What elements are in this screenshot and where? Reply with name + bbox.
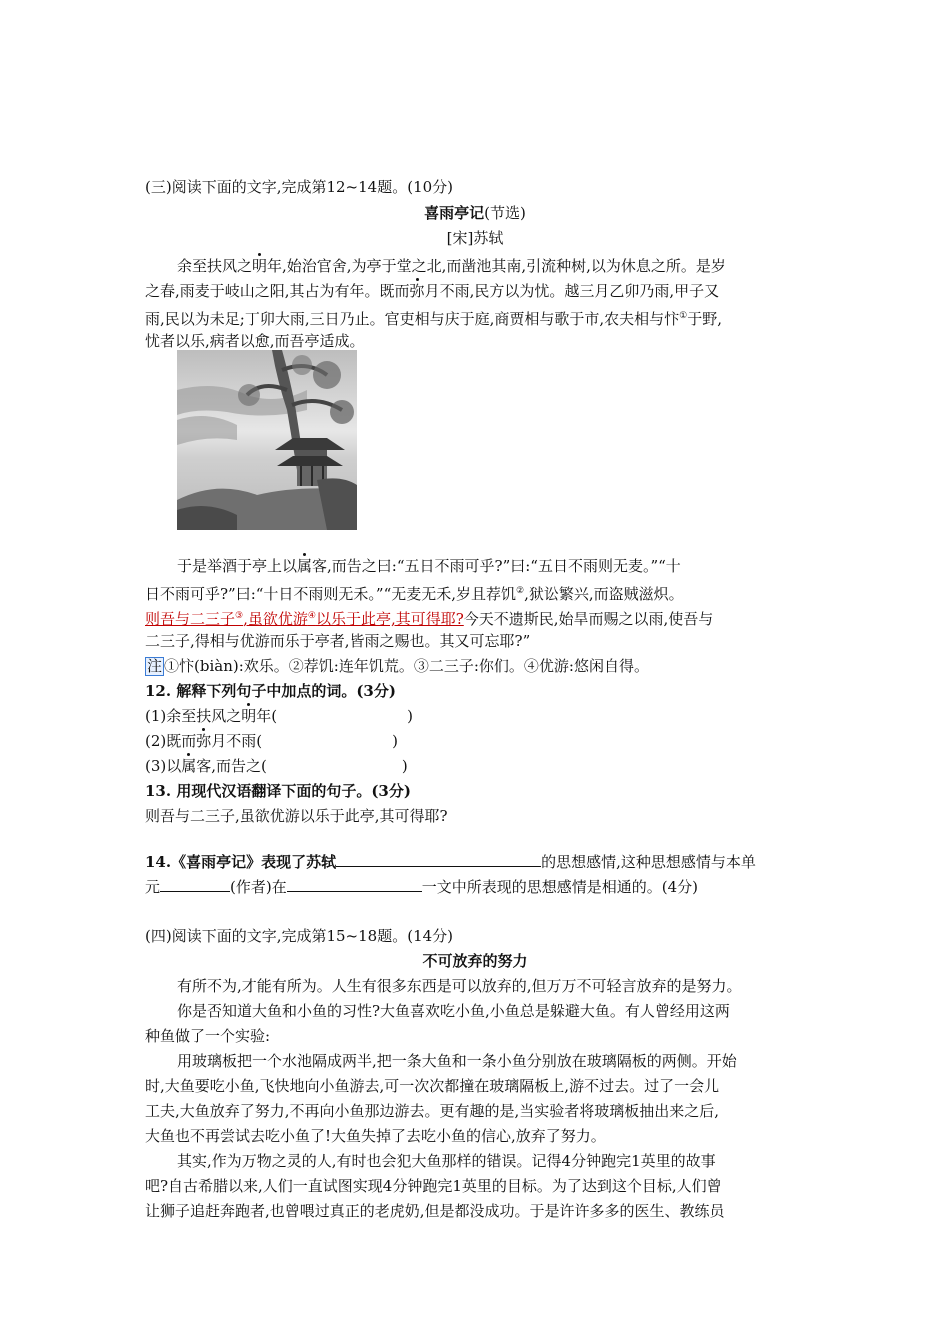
text-run: 月不雨(: [211, 732, 263, 750]
text-run: ,狱讼繁兴,而盗贼滋炽。: [524, 585, 684, 603]
text-run: 之春,雨麦于岐山之阳,其占为有年。既而: [145, 282, 410, 300]
dotted-word: 属: [181, 757, 197, 775]
text-run: (3)以: [145, 757, 182, 775]
s4-p4-line3: 让狮子追赶奔跑者,也曾喂过真正的老虎奶,但是都没成功。于是许许多多的医生、教练员: [145, 1202, 725, 1220]
p2-line1: [177, 556, 681, 576]
blank-field[interactable]: [287, 876, 422, 892]
s4-p2-line2: 种鱼做了一个实验:: [145, 1027, 271, 1045]
blank-field[interactable]: [160, 876, 230, 892]
footnote-mark: ④: [307, 611, 316, 621]
text-run: 以乐于此亭,其可得耶?: [315, 610, 464, 628]
text-run: 雨,民以为未足;丁卯大雨,三日乃止。官吏相与庆于庭,商贾相与歌于市,农夫相与忭: [145, 310, 680, 328]
text-run: 年(: [256, 707, 278, 725]
highlighted-sentence: [145, 610, 464, 628]
text-run: 一文中所表现的思想感情是相通的。(4分): [421, 878, 698, 896]
s4-p4-line2: 吧?自古希腊以来,人们一直试图实现4分钟跑完1英里的目标。为了达到这个目标,人们曾: [145, 1177, 722, 1195]
question-14-line1: [145, 851, 756, 872]
s4-p2-line1: 你是否知道大鱼和小鱼的习性?大鱼喜欢吃小鱼,小鱼总是躲避大鱼。有人曾经用这两: [177, 1002, 730, 1020]
s4-p3-line4: 大鱼也不再尝试去吃小鱼了!大鱼失掉了去吃小鱼的信心,放弃了努力。: [145, 1127, 606, 1145]
section3-header: (三)阅读下面的文字,完成第12~14题。(10分): [145, 178, 454, 196]
note-text: ①忭(biàn):欢乐。②荐饥:连年饥荒。③二三子:你们。④优游:悠闲自得。: [164, 657, 649, 675]
question-13-sentence: 则吾与二三子,虽欲优游以乐于此亭,其可得耶?: [145, 807, 448, 825]
footnote-mark: ②: [516, 586, 525, 596]
p1-line2: [145, 281, 719, 301]
text-run: 元: [145, 878, 161, 896]
text-run: (2)既而: [145, 732, 197, 750]
s4-p3-line1: 用玻璃板把一个水池隔成两半,把一条大鱼和一条小鱼分别放在玻璃隔板的两侧。开始: [177, 1052, 737, 1070]
passage-author: [宋]苏轼: [446, 229, 504, 247]
blank-field[interactable]: [336, 851, 541, 867]
question-14-line2: [145, 876, 698, 897]
passage-title-text: 喜雨亭记: [424, 204, 485, 222]
p1-line4: 忧者以乐,病者以愈,而吾亭适成。: [145, 332, 365, 350]
dotted-word: 明: [252, 257, 268, 275]
note-label[interactable]: 注: [147, 657, 163, 675]
text-run: 的思想感情,这种思想感情与本单: [541, 853, 756, 871]
dotted-word: 弥: [409, 282, 425, 300]
question-12-item-3: [145, 756, 408, 776]
text-run: 日不雨可乎?”曰:“十日不雨则无禾。”“无麦无禾,岁且荐饥: [145, 585, 517, 603]
s4-p4-line1: 其实,作为万物之灵的人,有时也会犯大鱼那样的错误。记得4分钟跑完1英里的故事: [177, 1152, 716, 1170]
p1-line1: [177, 256, 726, 276]
p2-line4: 二三子,得相与优游而乐于亭者,皆雨之赐也。其又可忘耶?”: [145, 632, 531, 650]
passage-title-suffix: (节选): [484, 204, 526, 222]
p2-line3: [145, 606, 713, 629]
text-run: (1)余至扶风之: [145, 707, 242, 725]
s4-p3-line2: 时,大鱼要吃小鱼,飞快地向小鱼游去,可一次次都撞在玻璃隔板上,游不过去。过了一会儿: [145, 1077, 720, 1095]
section4-title: 不可放弃的努力: [422, 952, 528, 970]
text-run: 客,而告之(: [196, 757, 267, 775]
s4-p3-line3: 工夫,大鱼放弃了努力,不再向小鱼那边游去。更有趣的是,当实验者将玻璃板抽出来之后,: [145, 1102, 720, 1120]
text-run: 年,始治官舍,为亭于堂之北,而凿池其南,引流种树,以为休息之所。是岁: [267, 257, 726, 275]
text-run: 于野,: [687, 310, 722, 328]
text-run: (作者)在: [230, 878, 287, 896]
text-run: 于是举酒于亭上以: [177, 557, 298, 575]
text-run: 14.《喜雨亭记》表现了苏轼: [145, 853, 337, 871]
text-run: ): [401, 757, 408, 775]
text-run: 则吾与二三子: [145, 610, 236, 628]
dotted-word: 明: [241, 707, 257, 725]
footnote: [145, 656, 649, 676]
dotted-word: 弥: [196, 732, 212, 750]
text-run: 余至扶风之: [177, 257, 253, 275]
s4-p1: 有所不为,才能有所为。人生有很多东西是可以放弃的,但万万不可轻言放弃的是努力。: [177, 977, 742, 995]
text-run: ): [392, 732, 398, 750]
footnote-mark: ①: [679, 311, 688, 321]
landscape-painting: [177, 350, 357, 530]
text-run: 今天不遗斯民,始旱而赐之以雨,使吾与: [463, 610, 714, 628]
question-12: 12. 解释下列句子中加点的词。(3分): [145, 682, 396, 700]
section4-header: (四)阅读下面的文字,完成第15~18题。(14分): [145, 927, 454, 945]
p1-line3: [145, 306, 722, 329]
pavilion-painting-image: [177, 350, 357, 530]
question-12-item-2: [145, 731, 398, 751]
passage-title: [0, 203, 950, 223]
text-run: ,虽欲优游: [243, 610, 308, 628]
p2-line2: [145, 581, 684, 604]
question-12-item-1: [145, 706, 413, 726]
text-run: 月不雨,民方以为忧。越三月乙卯乃雨,甲子又: [424, 282, 720, 300]
footnote-mark: ③: [235, 611, 244, 621]
question-13: 13. 用现代汉语翻译下面的句子。(3分): [145, 782, 411, 800]
dotted-word: 属: [297, 557, 313, 575]
text-run: ): [407, 707, 413, 725]
text-run: 客,而告之曰:“五日不雨可乎?”曰:“五日不雨则无麦。”“十: [312, 557, 681, 575]
